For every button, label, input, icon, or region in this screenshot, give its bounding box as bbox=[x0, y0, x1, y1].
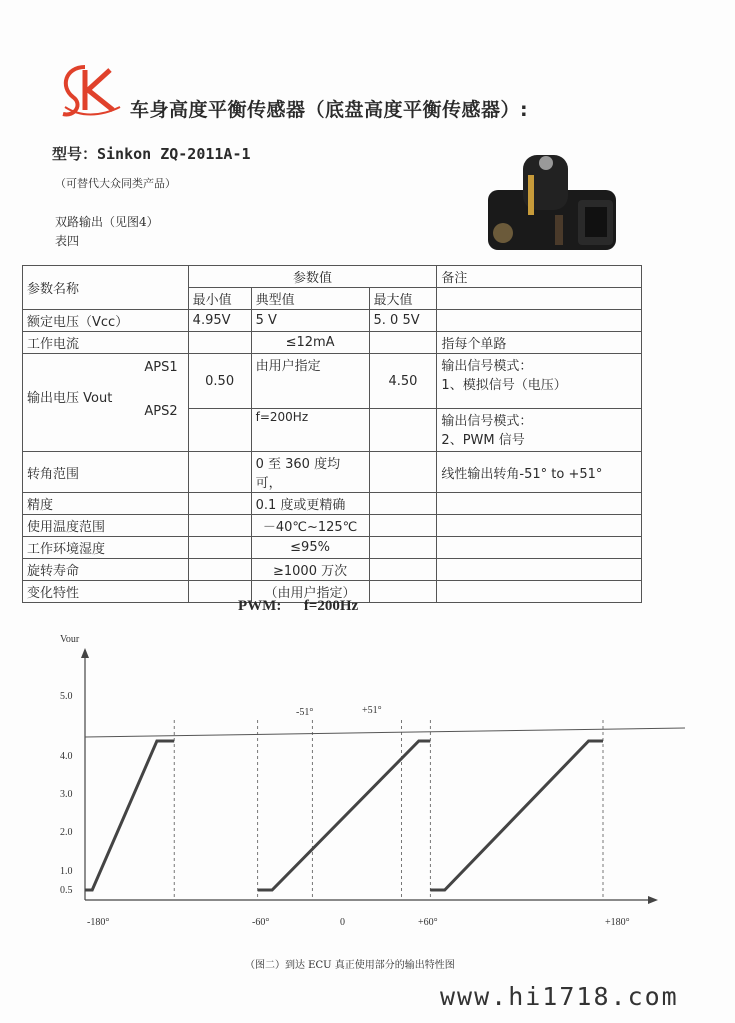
param-value-header: 参数值 bbox=[188, 266, 437, 288]
aps2-label: APS2 bbox=[144, 404, 178, 419]
vout-note-pwm bbox=[437, 409, 642, 452]
current-label: 工作电流 bbox=[23, 332, 189, 354]
rated-voltage-label: 额定电压（Vcc） bbox=[23, 310, 189, 332]
aps1-label: APS1 bbox=[144, 360, 178, 375]
x-tick-label-4: +180° bbox=[605, 917, 630, 928]
precision-label: 精度 bbox=[23, 493, 189, 515]
characteristic-typ: （由用户指定） bbox=[251, 581, 369, 603]
dual-output-note: 双路输出（见图4） bbox=[55, 215, 159, 229]
vout-max: 4.50 bbox=[369, 354, 437, 409]
y-tick-label-4: 1.0 bbox=[60, 866, 73, 877]
series-line-3 bbox=[430, 741, 603, 890]
vout-min: 0.50 bbox=[188, 354, 251, 409]
current-note: 指每个单路 bbox=[437, 332, 642, 354]
humidity-typ: ≤95% bbox=[251, 537, 369, 559]
characteristic-label: 变化特性 bbox=[23, 581, 189, 603]
x-tick-label-0: -180° bbox=[87, 917, 110, 928]
chart-caption: （图二）到达 ECU 真正使用部分的输出特性图 bbox=[245, 960, 455, 971]
vout-typ-pwm: f=200Hz bbox=[251, 409, 369, 452]
watermark: www.hi1718.com bbox=[440, 982, 679, 1011]
note-header: 备注 bbox=[437, 266, 642, 288]
rated-voltage-min: 4.95V bbox=[188, 310, 251, 332]
note-mode-label-1: 输出信号模式： bbox=[441, 359, 533, 374]
x-axis-arrow bbox=[648, 896, 658, 904]
y-tick-label-0: 5.0 bbox=[60, 691, 73, 702]
y-tick-label-5: 0.5 bbox=[60, 885, 73, 896]
x-tick-label-1: -60° bbox=[252, 917, 270, 928]
annotation-0: -51° bbox=[296, 707, 314, 718]
vout-note-analog bbox=[437, 354, 642, 409]
replacement-note: （可替代大众同类产品） bbox=[55, 177, 176, 190]
note-analog: 1、模拟信号（电压） bbox=[441, 378, 567, 393]
temp-label: 使用温度范围 bbox=[23, 515, 189, 537]
company-logo bbox=[55, 62, 130, 122]
param-name-header: 参数名称 bbox=[23, 266, 189, 310]
y-tick-label-1: 4.0 bbox=[60, 751, 73, 762]
page-title: 车身高度平衡传感器（底盘高度平衡传感器）: bbox=[130, 99, 529, 121]
rated-voltage-typ: 5 V bbox=[251, 310, 369, 332]
temp-typ: －40℃~125℃ bbox=[251, 515, 369, 537]
pwm-label: PWM: f=200Hz bbox=[238, 598, 359, 614]
vout-typ-analog: 由用户指定 bbox=[251, 354, 369, 409]
x-tick-label-2: 0 bbox=[340, 917, 345, 928]
range-label: 转角范围 bbox=[23, 452, 189, 493]
y-axis-label: Vour bbox=[60, 634, 80, 645]
table-label: 表四 bbox=[55, 234, 80, 248]
precision-typ: 0.1 度或更精确 bbox=[251, 493, 369, 515]
reference-line-4.5 bbox=[85, 728, 685, 737]
min-header: 最小值 bbox=[188, 288, 251, 310]
vout-label-cell bbox=[23, 354, 189, 452]
sensor-product-image bbox=[483, 145, 623, 260]
model-number: 型号：Sinkon ZQ-2011A-1 bbox=[52, 145, 251, 163]
vout-label: 输出电压 Vout bbox=[27, 391, 113, 406]
spec-table bbox=[22, 265, 642, 603]
rated-voltage-max: 5. 0 5V bbox=[369, 310, 437, 332]
y-tick-label-2: 3.0 bbox=[60, 789, 73, 800]
annotation-1: +51° bbox=[362, 705, 382, 716]
current-typ: ≤12mA bbox=[251, 332, 369, 354]
typ-header: 典型值 bbox=[251, 288, 369, 310]
max-header: 最大值 bbox=[369, 288, 437, 310]
humidity-label: 工作环境湿度 bbox=[23, 537, 189, 559]
x-tick-label-3: +60° bbox=[418, 917, 438, 928]
life-label: 旋转寿命 bbox=[23, 559, 189, 581]
note-pwm: 2、PWM 信号 bbox=[441, 433, 525, 449]
series-line-1 bbox=[85, 741, 174, 890]
series-line-2 bbox=[258, 741, 431, 890]
range-typ: 0 至 360 度均可， bbox=[251, 452, 369, 493]
range-note: 线性输出转角-51° to +51° bbox=[437, 452, 642, 493]
note-mode-label-2: 输出信号模式： bbox=[441, 414, 533, 430]
y-tick-label-3: 2.0 bbox=[60, 827, 73, 838]
y-axis-arrow bbox=[81, 648, 89, 658]
output-characteristic-chart bbox=[0, 620, 735, 950]
life-typ: ≥1000 万次 bbox=[251, 559, 369, 581]
